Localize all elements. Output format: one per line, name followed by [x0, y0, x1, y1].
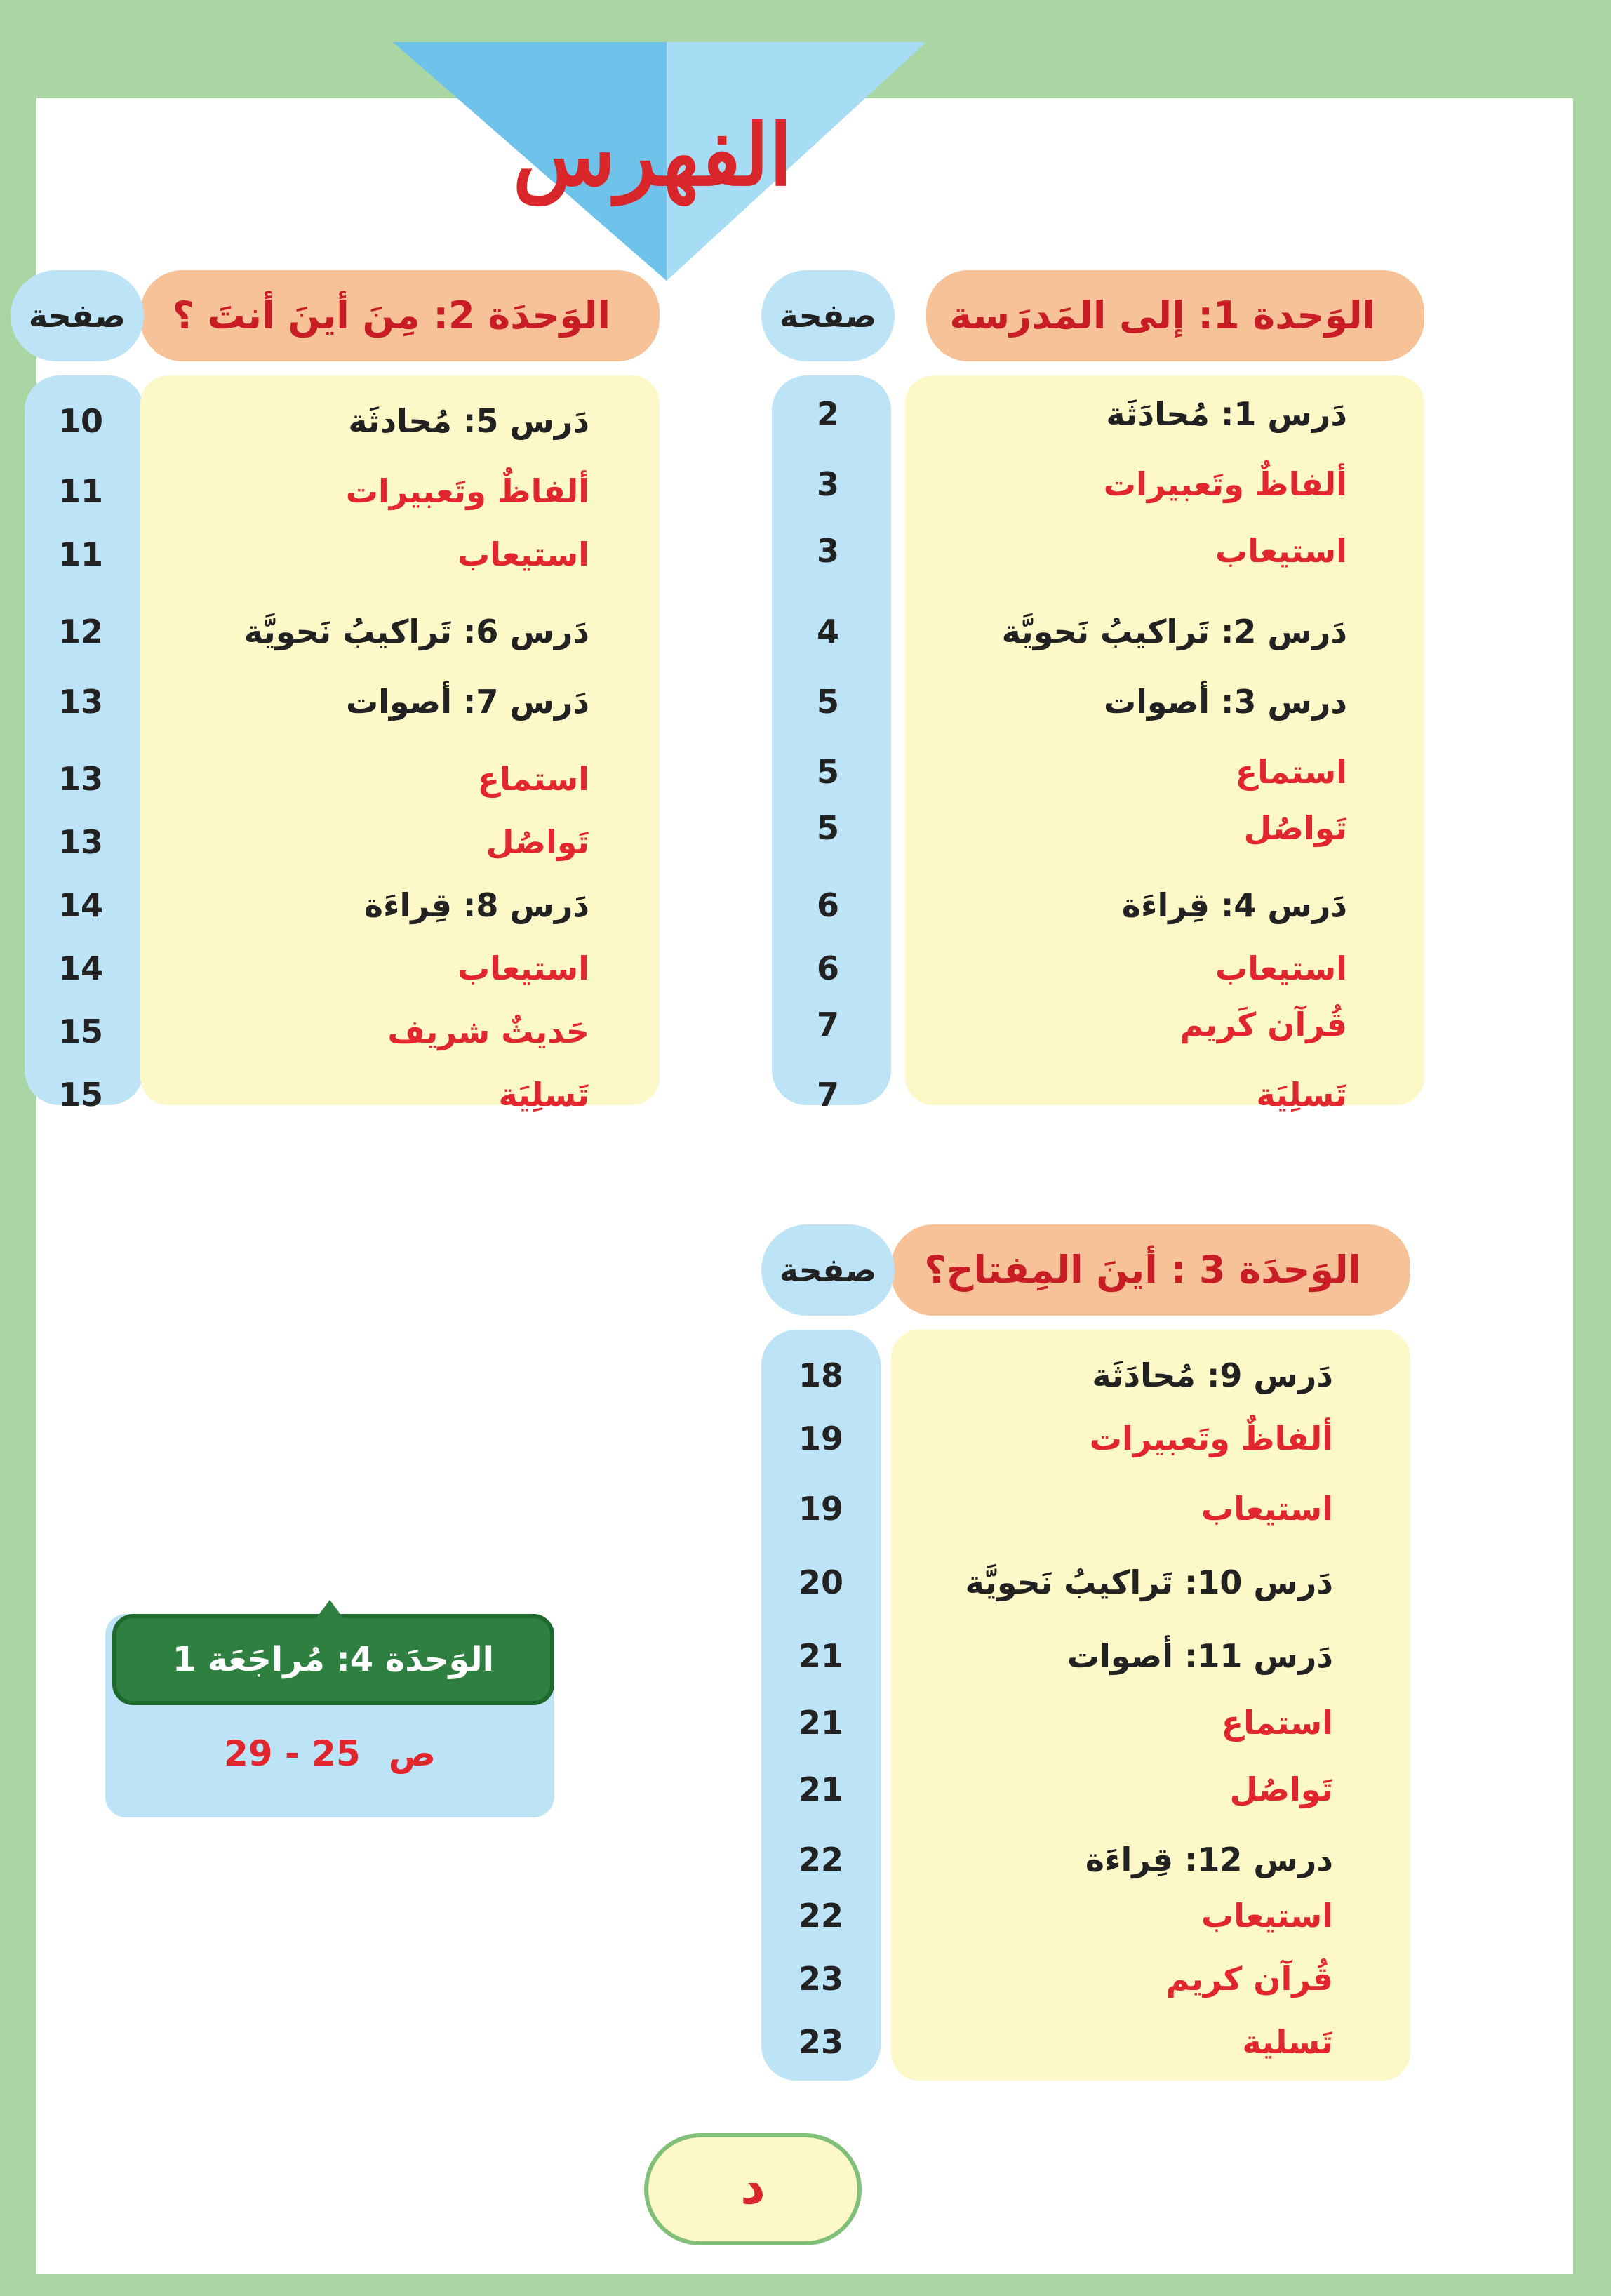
unit-2-title: الوَحدَة 2: مِنَ أينَ أنتَ ؟: [172, 293, 610, 338]
review-notch-icon: [309, 1600, 351, 1628]
lesson-page-number: 13: [58, 760, 103, 798]
lesson-page-number: 21: [798, 1770, 843, 1808]
lesson-page-number: 11: [58, 472, 103, 510]
lesson-page-number: 14: [58, 886, 103, 924]
lesson-label: تَواصُل: [1229, 1770, 1333, 1808]
review-title: الوَحدَة 4: مُراجَعَة 1: [172, 1640, 495, 1679]
lesson-label: ألفاظٌ وتَعبيرات: [1103, 465, 1347, 503]
unit-3-page-col-label: صفحة: [761, 1224, 895, 1316]
lesson-page-number: 6: [816, 886, 839, 924]
review-page-range: 25 - 29: [223, 1733, 361, 1774]
lesson-label: دَرس 4: قِراءَة: [1121, 886, 1347, 924]
unit-3-header: [891, 1224, 1410, 1316]
lesson-page-number: 5: [816, 683, 839, 721]
lesson-label: تَسلِيَة: [498, 1076, 589, 1114]
lesson-label: تَسلِيَة: [1256, 1076, 1347, 1114]
lesson-page-number: 15: [58, 1076, 103, 1114]
lesson-page-number: 22: [798, 1841, 843, 1878]
review-pages: [105, 1733, 554, 1774]
unit-1-page-col-label: صفحة: [761, 270, 895, 361]
lesson-page-number: 11: [58, 535, 103, 573]
lesson-label: دَرس 8: قِراءَة: [363, 886, 589, 924]
lesson-label: ألفاظٌ وتَعبيرات: [1089, 1420, 1333, 1457]
page-folio: د: [644, 2133, 862, 2245]
lesson-label: دَرس 2: تَراكيبُ نَحويَّة: [1001, 613, 1347, 650]
lesson-label: استيعاب: [1215, 949, 1347, 987]
review-page-prefix: ص: [388, 1733, 436, 1774]
lesson-page-number: 2: [816, 395, 839, 433]
unit-2-page-col-label: صفحة: [11, 270, 144, 361]
lesson-label: تَسلية: [1242, 2023, 1333, 2061]
lesson-page-number: 15: [58, 1013, 103, 1050]
lesson-label: استيعاب: [1215, 532, 1347, 570]
lesson-label: ألفاظٌ وتَعبيرات: [345, 472, 589, 510]
lesson-page-number: 23: [798, 1960, 843, 1998]
lesson-label: تَواصُل: [486, 823, 589, 861]
lesson-label: دَرس 7: أصوات: [345, 683, 589, 721]
lesson-label: استيعاب: [457, 949, 589, 987]
lesson-label: دَرس 6: تَراكيبُ نَحويَّة: [243, 613, 589, 650]
lesson-page-number: 3: [816, 465, 839, 503]
unit-1-title: الوَحدة 1: إلى المَدرَسة: [949, 293, 1375, 338]
lesson-label: استماع: [477, 760, 589, 798]
lesson-page-number: 13: [58, 823, 103, 861]
lesson-page-number: 10: [58, 402, 103, 440]
lesson-page-number: 3: [816, 532, 839, 570]
lesson-page-number: 23: [798, 2023, 843, 2061]
lesson-label: استيعاب: [1201, 1490, 1333, 1528]
lesson-page-number: 21: [798, 1704, 843, 1742]
lesson-page-number: 18: [798, 1356, 843, 1394]
lesson-page-number: 5: [816, 809, 839, 847]
lesson-label: حَديثٌ شريف: [387, 1013, 589, 1050]
lesson-page-number: 7: [816, 1006, 839, 1043]
lesson-label: قُرآن كريم: [1165, 1960, 1333, 1998]
lesson-page-number: 5: [816, 753, 839, 791]
lesson-page-number: 13: [58, 683, 103, 721]
lesson-label: دَرس 1: مُحادَثَة: [1106, 395, 1347, 433]
lesson-label: دَرس 5: مُحادثَة: [348, 402, 589, 440]
lesson-label: استماع: [1235, 753, 1347, 791]
unit-2-header: [140, 270, 660, 361]
lesson-page-number: 14: [58, 949, 103, 987]
page-title: الفهرس: [512, 106, 793, 205]
lesson-page-number: 20: [798, 1563, 843, 1601]
unit-3-title: الوَحدَة 3 : أينَ المِفتاح؟: [924, 1248, 1361, 1292]
lesson-label: استيعاب: [457, 535, 589, 573]
lesson-page-number: 12: [58, 613, 103, 650]
lesson-page-number: 19: [798, 1490, 843, 1528]
lesson-label: قُرآن كَريم: [1179, 1006, 1347, 1043]
lesson-page-number: 4: [816, 613, 839, 650]
lesson-label: درس 12: قِراءَة: [1085, 1841, 1333, 1878]
lesson-label: دَرس 11: أصوات: [1067, 1637, 1333, 1675]
lesson-page-number: 22: [798, 1897, 843, 1935]
lesson-label: دَرس 9: مُحادَثَة: [1092, 1356, 1333, 1394]
lesson-label: استماع: [1221, 1704, 1333, 1742]
lesson-label: درس 3: أصوات: [1103, 683, 1347, 721]
lesson-page-number: 7: [816, 1076, 839, 1114]
lesson-page-number: 6: [816, 949, 839, 987]
lesson-label: تَواصُل: [1243, 809, 1347, 847]
lesson-label: دَرس 10: تَراكيبُ نَحويَّة: [965, 1563, 1333, 1601]
lesson-label: استيعاب: [1201, 1897, 1333, 1935]
lesson-page-number: 19: [798, 1420, 843, 1457]
unit-1-header: [926, 270, 1424, 361]
lesson-page-number: 21: [798, 1637, 843, 1675]
